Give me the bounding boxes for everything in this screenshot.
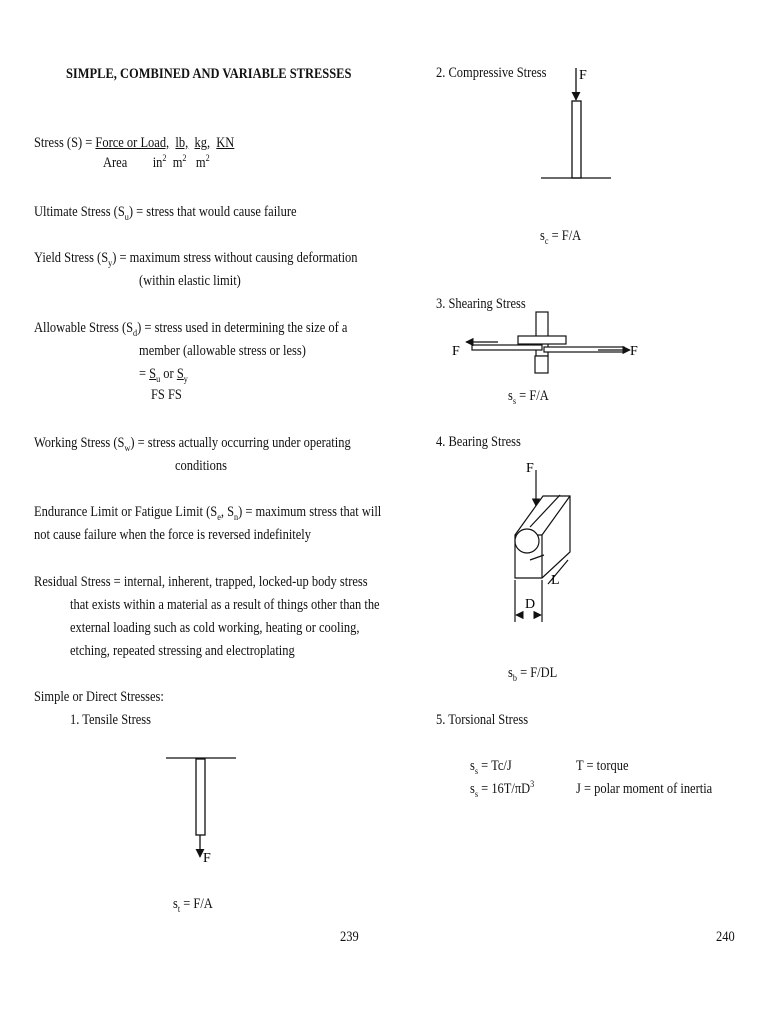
simple-stresses-heading: Simple or Direct Stresses: (34, 689, 164, 705)
bearing-diagram (515, 470, 570, 622)
bearing-length-label: L (551, 573, 560, 588)
tensile-diagram (166, 758, 236, 857)
page-number-left: 239 (340, 929, 359, 945)
torsional-equation-2: $s_s = 16T/\pi D^3$ (470, 780, 535, 800)
compressive-equation: $s_c = F/A$ (540, 228, 582, 247)
compressive-force-label: F (579, 68, 587, 83)
residual-stress-3: external loading such as cold working, heating or cooling, (70, 620, 360, 636)
bearing-diameter-label: D (525, 597, 536, 612)
page-title: SIMPLE, COMBINED AND VARIABLE STRESSES (66, 66, 352, 82)
torque-definition: T = torque (576, 758, 629, 774)
ultimate-stress: Ultimate Stress $(S_u)$ = stress that would cause failure (34, 204, 297, 223)
compressive-heading: 2. Compressive Stress (436, 65, 547, 81)
shearing-heading: 3. Shearing Stress (436, 296, 526, 312)
allowable-formula-den: FS FS (151, 387, 182, 403)
tensile-force-label: F (203, 851, 211, 866)
shearing-equation: $s_s = F/A$ (508, 388, 549, 407)
compressive-diagram (541, 68, 611, 178)
endurance-limit-cont: not cause failure when the force is reversed indefinitely (34, 527, 312, 543)
stress-denominators: Area $in^2$ $m^2$ $m^2$ (103, 154, 210, 171)
tensile-heading: 1. Tensile Stress (70, 712, 152, 728)
residual-stress-1: Residual Stress = internal, inherent, trapped, locked-up body stress (34, 574, 368, 590)
working-stress-cont: conditions (175, 458, 227, 474)
torsional-equation-1: $s_s = Tc/J$ (470, 758, 512, 777)
shearing-diagram (466, 312, 630, 373)
endurance-limit: Endurance Limit or Fatigue Limit ($S_e$, $S_n$) = maximum stress that will (34, 504, 382, 523)
page-number-right: 240 (716, 929, 735, 945)
bearing-equation: $s_b = F/DL$ (508, 665, 558, 684)
shearing-force-left-label: F (452, 344, 460, 359)
working-stress: Working Stress $(S_w)$ = stress actually occurring under operating (34, 435, 351, 454)
polar-moment-definition: J = polar moment of inertia (576, 781, 713, 797)
torsional-heading: 5. Torsional Stress (436, 712, 529, 728)
bearing-force-label: F (526, 461, 534, 476)
shearing-force-right-label: F (630, 344, 638, 359)
residual-stress-2: that exists within a material as a result of things other than the (70, 597, 380, 613)
stress-definition: Stress (S) = Force or Load, lb, kg, KN (34, 135, 235, 151)
tensile-equation: $s_t = F/A$ (173, 896, 213, 915)
allowable-stress-cont: member (allowable stress or less) (139, 343, 306, 359)
allowable-stress: Allowable Stress $(S_d)$ = stress used in determining the size of a (34, 320, 348, 339)
yield-stress-cont: (within elastic limit) (139, 273, 241, 289)
bearing-heading: 4. Bearing Stress (436, 434, 521, 450)
yield-stress: Yield Stress $(S_y)$ = maximum stress without causing deformation (34, 250, 358, 269)
allowable-formula: = $S_u$ or $S_y$ (139, 366, 188, 385)
residual-stress-4: etching, repeated stressing and electroplating (70, 643, 295, 659)
